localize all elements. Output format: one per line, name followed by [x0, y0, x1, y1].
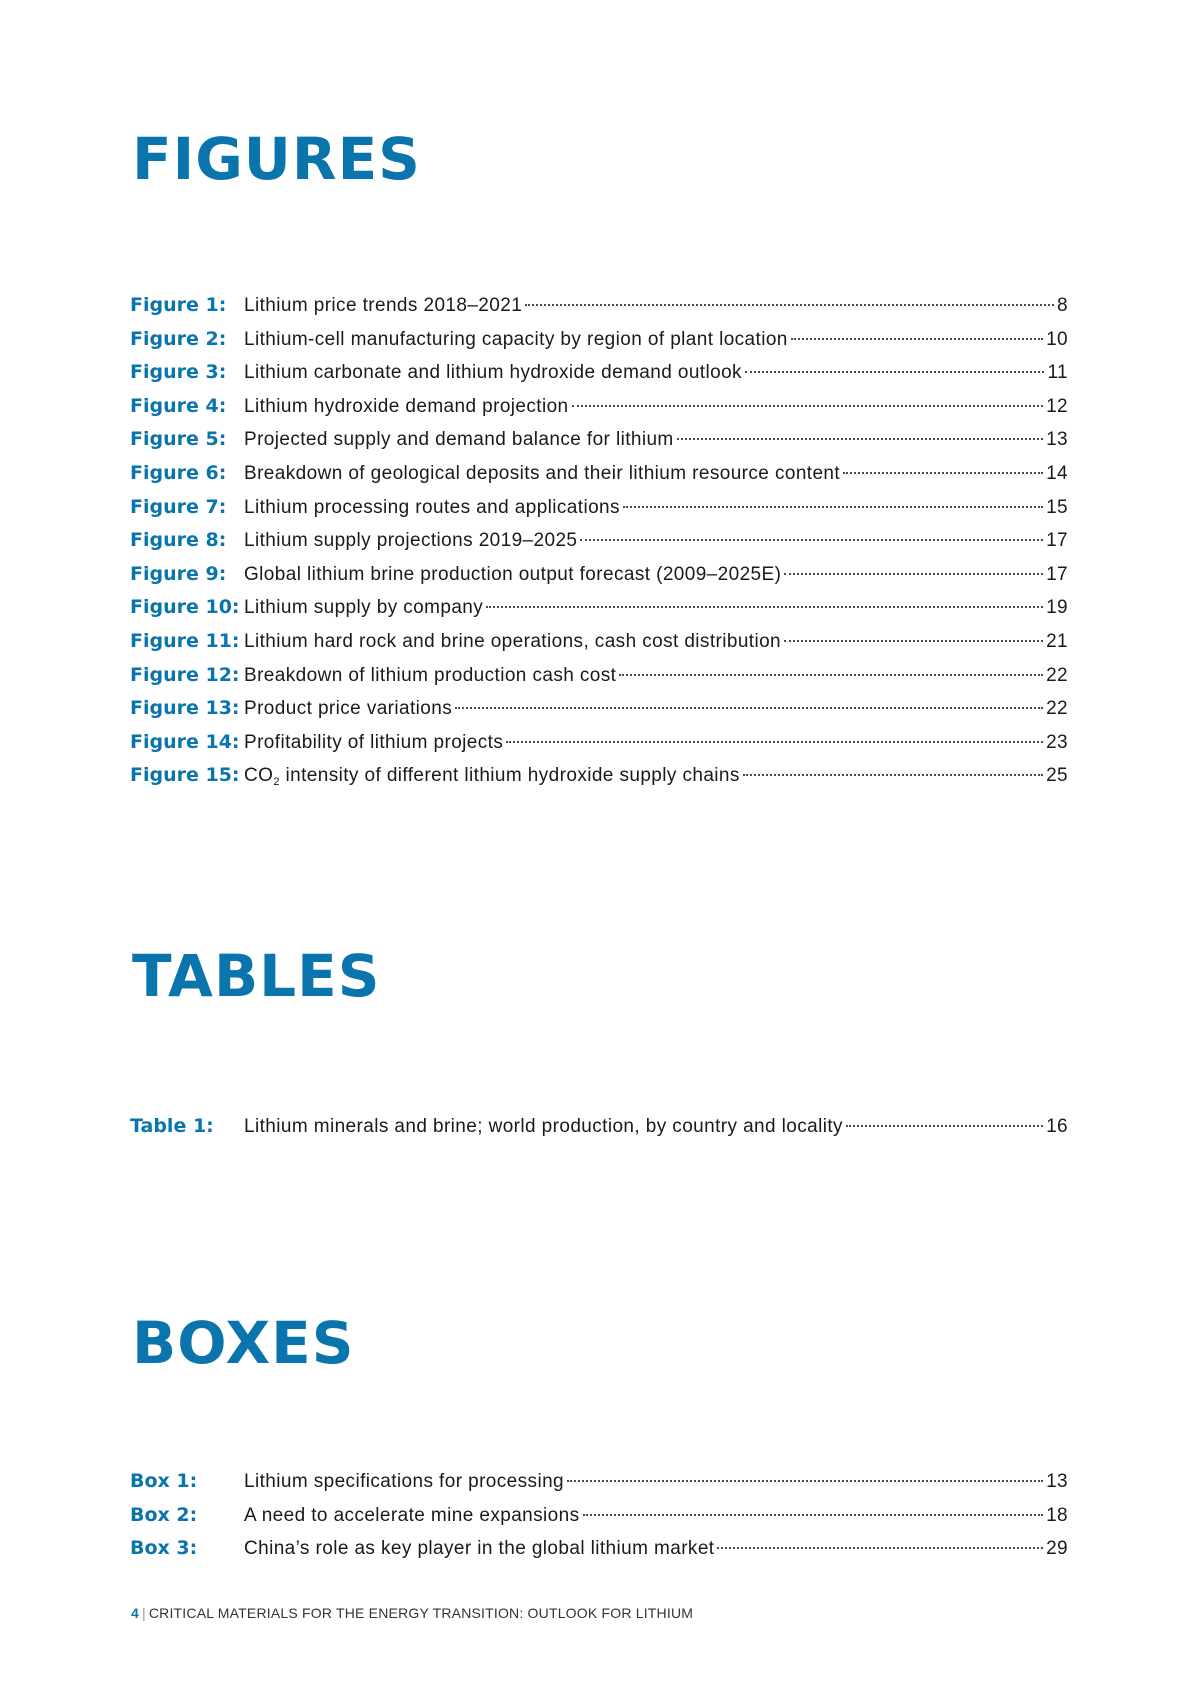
entry-page-number: 8	[1057, 295, 1068, 316]
entry-page-number: 18	[1046, 1504, 1068, 1526]
toc-entry-figure-7[interactable]	[130, 491, 1068, 525]
entry-page-number: 13	[1046, 429, 1068, 451]
dot-leader	[567, 1480, 1043, 1482]
entry-label: Box 2:	[130, 1503, 198, 1526]
entry-page-number: 23	[1046, 731, 1068, 753]
entry-page-number: 19	[1046, 597, 1068, 619]
dot-leader	[843, 472, 1043, 474]
entry-page-number: 13	[1046, 1471, 1068, 1492]
entry-label: Figure 2:	[130, 327, 227, 350]
entry-title: Profitability of lithium projects	[244, 731, 504, 753]
dot-leader	[743, 774, 1043, 776]
entry-label: Box 1:	[130, 1470, 198, 1492]
dot-leader	[791, 338, 1043, 340]
toc-entry-figure-9[interactable]	[130, 558, 1068, 592]
footer-separator: |	[142, 1605, 146, 1621]
entry-label: Figure 5:	[130, 428, 227, 451]
dot-leader	[525, 304, 1054, 306]
toc-entry-figure-6[interactable]	[130, 457, 1068, 491]
entry-title: Lithium hard rock and brine operations, cash cost distribution	[244, 630, 782, 652]
entry-title: Breakdown of lithium production cash cost	[244, 664, 617, 686]
toc-entry-figure-8[interactable]	[130, 524, 1068, 558]
entry-label: Figure 11:	[130, 629, 240, 652]
entry-label: Figure 7:	[130, 495, 227, 518]
entry-label: Table 1:	[130, 1115, 214, 1137]
dot-leader	[784, 573, 1043, 575]
tables-heading: TABLES	[132, 942, 381, 1010]
entry-title: Lithium hydroxide demand projection	[244, 395, 569, 417]
entry-page-number: 25	[1046, 765, 1068, 787]
entry-page-number: 17	[1046, 530, 1068, 552]
entry-page-number: 16	[1046, 1116, 1068, 1137]
entry-label: Figure 10:	[130, 596, 240, 619]
entry-title: A need to accelerate mine expansions	[244, 1504, 580, 1526]
dot-leader	[455, 707, 1043, 709]
entry-title: Product price variations	[244, 698, 453, 720]
entry-label: Figure 12:	[130, 663, 240, 686]
entry-page-number: 17	[1046, 563, 1068, 585]
entry-label: Figure 1:	[130, 294, 227, 316]
toc-entry-box-3[interactable]	[130, 1532, 1068, 1566]
entry-title: Lithium carbonate and lithium hydroxide demand outlook	[244, 362, 742, 384]
entry-page-number: 22	[1046, 698, 1068, 720]
entry-label: Figure 14:	[130, 730, 240, 753]
entry-label: Figure 4:	[130, 394, 227, 417]
toc-entry-figure-10[interactable]	[130, 591, 1068, 625]
boxes-heading: BOXES	[132, 1309, 355, 1377]
entry-label: Figure 6:	[130, 461, 227, 484]
dot-leader	[846, 1125, 1043, 1127]
entry-label: Figure 8:	[130, 529, 227, 552]
footer-title: CRITICAL MATERIALS FOR THE ENERGY TRANSITION: OUTLOOK FOR LITHIUM	[148, 1605, 694, 1621]
toc-entry-figure-12[interactable]	[130, 659, 1068, 693]
toc-entry-table-1[interactable]	[130, 1110, 1068, 1144]
toc-entry-box-2[interactable]	[130, 1499, 1068, 1533]
dot-leader	[583, 1514, 1044, 1516]
figures-list	[130, 289, 1068, 793]
co2-prefix: CO	[244, 765, 274, 787]
entry-title: Lithium processing routes and applications	[244, 496, 620, 518]
entry-page-number: 29	[1046, 1538, 1068, 1560]
page-footer	[131, 1605, 693, 1621]
dot-leader	[623, 506, 1043, 508]
toc-entry-figure-11[interactable]	[130, 625, 1068, 659]
tables-list	[130, 1110, 1068, 1144]
entry-page-number: 12	[1046, 395, 1068, 417]
entry-title: Lithium minerals and brine; world production, by country and locality	[244, 1116, 843, 1137]
entry-page-number: 21	[1046, 630, 1068, 652]
toc-entry-figure-3[interactable]	[130, 356, 1068, 390]
toc-entry-figure-14[interactable]	[130, 726, 1068, 760]
entry-label: Figure 13:	[130, 697, 240, 720]
entry-title: Lithium price trends 2018–2021	[244, 295, 523, 316]
dot-leader	[677, 438, 1043, 440]
co2-subscript: 2	[273, 776, 280, 789]
dot-leader	[784, 640, 1043, 642]
dot-leader	[717, 1547, 1043, 1549]
toc-entry-figure-2[interactable]	[130, 323, 1068, 357]
entry-label: Figure 15:	[130, 764, 240, 787]
entry-title: Breakdown of geological deposits and their lithium resource content	[244, 462, 841, 484]
entry-title: Lithium supply projections 2019–2025	[244, 530, 578, 552]
entry-title: Lithium specifications for processing	[244, 1471, 564, 1492]
entry-page-number: 11	[1047, 362, 1068, 384]
entry-title: Lithium-cell manufacturing capacity by region of plant location	[244, 328, 788, 350]
dot-leader	[745, 371, 1045, 373]
toc-entry-figure-13[interactable]	[130, 692, 1068, 726]
entry-title: China’s role as key player in the global lithium market	[244, 1538, 715, 1560]
dot-leader	[486, 606, 1043, 608]
entry-page-number: 10	[1046, 328, 1068, 350]
entry-title	[244, 759, 740, 800]
toc-entry-figure-15[interactable]	[130, 759, 1068, 793]
entry-page-number: 14	[1046, 462, 1068, 484]
toc-entry-figure-5[interactable]	[130, 423, 1068, 457]
entry-title: Projected supply and demand balance for lithium	[244, 429, 674, 451]
entry-title-rest: intensity of different lithium hydroxide supply chains	[279, 765, 740, 787]
boxes-list	[130, 1465, 1068, 1566]
entry-title: Global lithium brine production output forecast (2009–2025E)	[244, 563, 782, 585]
entry-label: Figure 9:	[130, 562, 227, 585]
entry-title: Lithium supply by company	[244, 597, 484, 619]
toc-entry-figure-1[interactable]	[130, 289, 1068, 323]
toc-entry-figure-4[interactable]	[130, 390, 1068, 424]
dot-leader	[580, 539, 1043, 541]
entry-page-number: 15	[1046, 496, 1068, 518]
dot-leader	[572, 405, 1044, 407]
footer-page-number: 4	[131, 1605, 139, 1621]
entry-page-number: 22	[1046, 664, 1068, 686]
dot-leader	[506, 741, 1043, 743]
entry-label: Box 3:	[130, 1537, 198, 1560]
dot-leader	[619, 674, 1043, 676]
toc-entry-box-1[interactable]	[130, 1465, 1068, 1499]
entry-label: Figure 3:	[130, 361, 227, 384]
figures-heading: FIGURES	[132, 125, 421, 193]
